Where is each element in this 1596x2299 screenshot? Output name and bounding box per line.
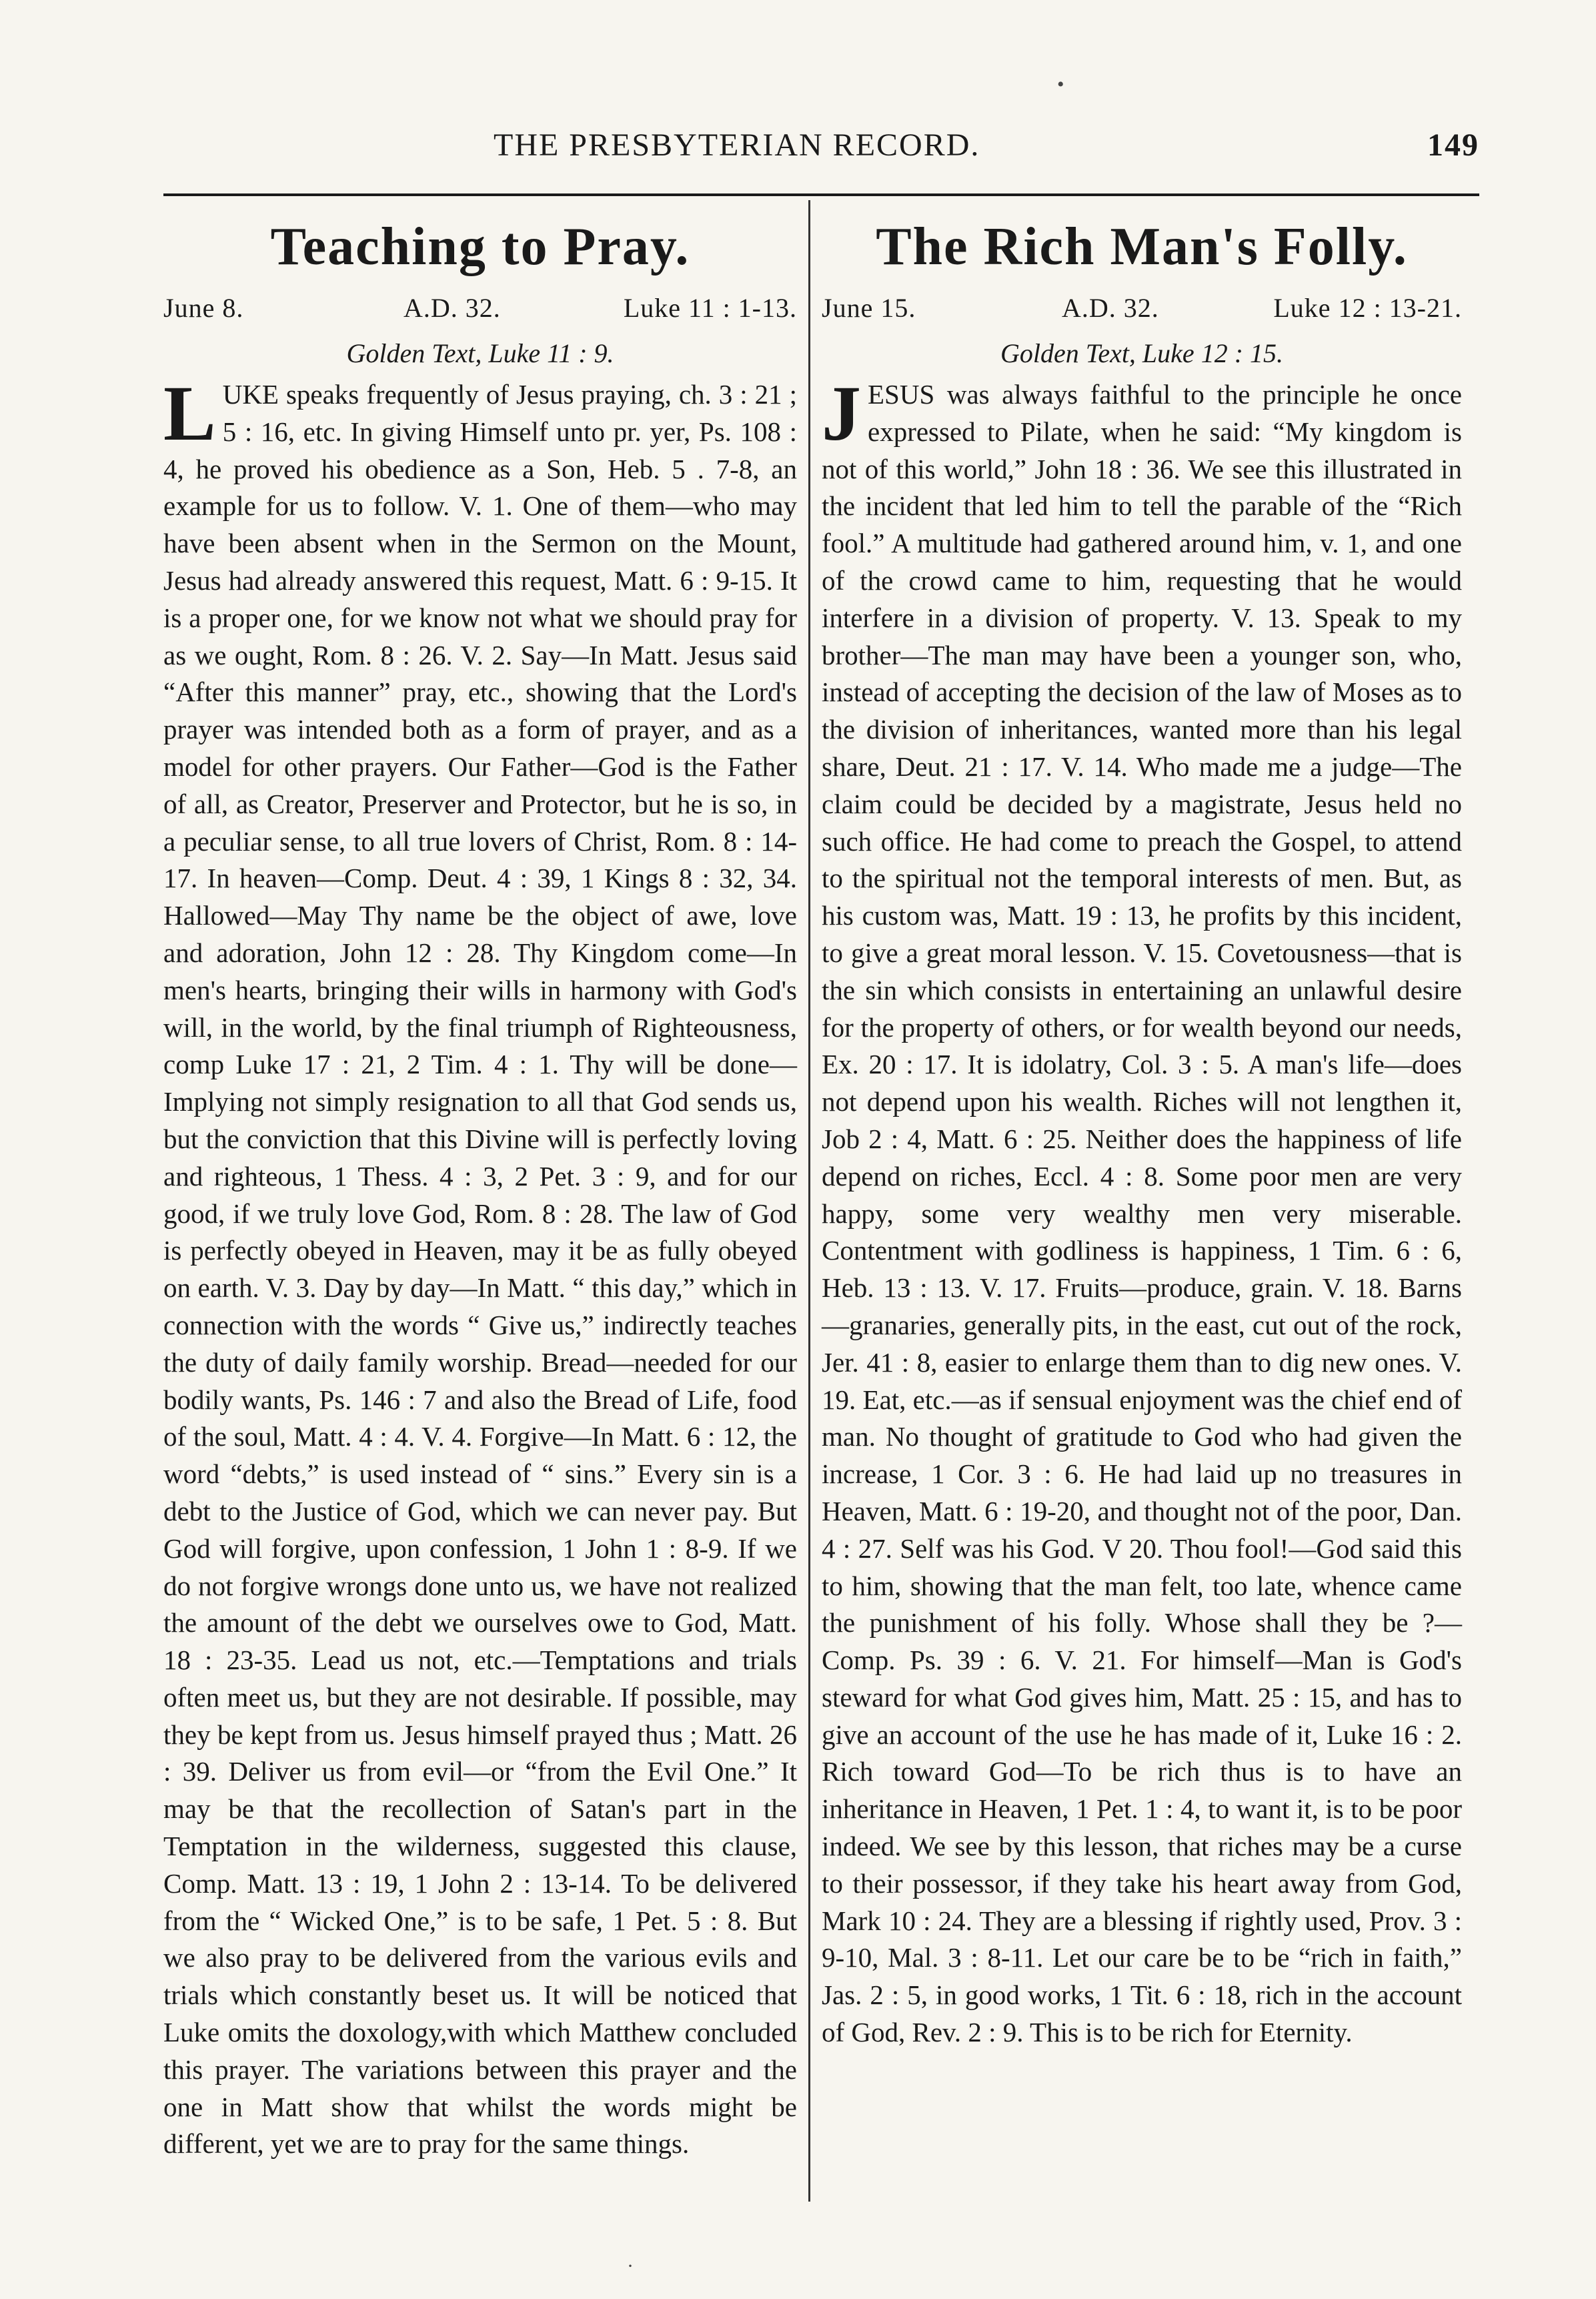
drop-cap: L bbox=[163, 370, 216, 457]
golden-text: Golden Text, Luke 12 : 15. bbox=[1000, 338, 1284, 368]
lesson-date: June 15. bbox=[822, 293, 916, 323]
golden-text: Golden Text, Luke 11 : 9. bbox=[346, 338, 614, 368]
lesson-rich-mans-folly bbox=[822, 207, 1462, 2051]
lesson-teaching-to-pray bbox=[163, 207, 797, 2163]
lesson-body bbox=[163, 370, 797, 2163]
header-rule bbox=[163, 193, 1479, 196]
lesson-passage: Luke 12 : 13-21. bbox=[1273, 293, 1462, 323]
lesson-body-text: UKE speaks frequently of Jesus praying, ch. 3 : 21 ; 5 : 16, etc. In giving Himself unto pr. yer, Ps. 108 : 4, he proved his obedience as a Son, Heb. 5 . 7-8, an example for us to follow. V. 1. One of them—who may have been absent when in the Sermon on the Mount, Jesus had already answered this request, Matt. 6 : 9-15. It is a proper one, for we know not what we should pray for as we ought, Rom. 8 : 26. V. 2. Say—In Matt. Jesus said “After this manner” pray, etc., showing that the Lord's prayer was intended both as a form of prayer, and as a model for other prayers. Our Father—God is the Father of all, as Creator, Preserver and Protector, but he is so, in a peculiar sense, to all true lovers of Christ, Rom. 8 : 14-17. In heaven—Comp. Deut. 4 : 39, 1 Kings 8 : 32, 34. Hallowed—May Thy name be the object of awe, love and adoration, John 12 : 28. Thy Kingdom come—In men's hearts, bringing their wills in harmony with God's will, in the world, by the final triumph of Righteousness, comp Luke 17 : 21, 2 Tim. 4 : 1. Thy will be done—Implying not simply resignation to all that God sends us, but the conviction that this Divine will is perfectly loving and righteous, 1 Thess. 4 : 3, 2 Pet. 3 : 9, and for our good, if we truly love God, Rom. 8 : 28. The law of God is perfectly obeyed in Heaven, may it be as fully obeyed on earth. V. 3. Day by day—In Matt. “ this day,” which in connection with the words “ Give us,” indirectly teaches the duty of daily family worship. Bread—needed for our bodily wants, Ps. 146 : 7 and also the Bread of Life, food of the soul, Matt. 4 : 4. V. 4. Forgive—In Matt. 6 : 12, the word “debts,” is used instead of “ sins.” Every sin is a debt to the Justice of God, which we can never pay. But God will forgive, upon confession, 1 John 1 : 8-9. If we do not forgive wrongs done unto us, we have not realized the amount of the debt we ourselves owe to God, Matt. 18 : 23-35. Lead us not, etc.—Temptations and trials often meet us, but they are not desirable. If possible, may they be kept from us. Jesus himself prayed thus ; Matt. 26 : 39. Deliver us from evil—or “from the Evil One.” It may be that the recollection of Satan's part in the Temptation in the wilderness, suggested this clause, Comp. Matt. 13 : 19, 1 John 2 : 13-14. To be delivered from the “ Wicked One,” is to be safe, 1 Pet. 5 : 8. But we also pray to be delivered from the various evils and trials which constantly beset us. It will be noticed that Luke omits the doxology,with which Matthew concluded this prayer. The variations between this prayer and the one in Matt show that whilst the words might be different, yet we are to pray for the same things. bbox=[163, 379, 797, 2160]
lesson-title: The Rich Man's Folly. bbox=[876, 217, 1408, 276]
drop-cap: J bbox=[822, 370, 861, 457]
lesson-body bbox=[822, 370, 1462, 2051]
page-number: 149 bbox=[1427, 127, 1479, 163]
lesson-year: A.D. 32. bbox=[1062, 293, 1159, 323]
publication-title: THE PRESBYTERIAN RECORD. bbox=[494, 127, 980, 163]
lesson-passage: Luke 11 : 1-13. bbox=[623, 293, 797, 323]
lesson-date: June 8. bbox=[163, 293, 244, 323]
lesson-year: A.D. 32. bbox=[404, 293, 501, 323]
print-speck: • bbox=[1057, 73, 1064, 95]
column-divider bbox=[808, 200, 810, 2202]
print-speck: · bbox=[627, 2255, 634, 2277]
lesson-body-text: ESUS was always faithful to the principle he once expressed to Pilate, when he said: “My kingdom is not of this world,” John 18 : 36. We see this illustrated in the incident that led him to tell the parable of the “Rich fool.” A multitude had gathered around him, v. 1, and one of the crowd came to him, requesting that he would interfere in a division of property. V. 13. Speak to my brother—The man may have been a younger son, who, instead of accepting the decision of the law of Moses as to the division of inheritances, wanted more than his legal share, Deut. 21 : 17. V. 14. Who made me a judge—The claim could be decided by a magistrate, Jesus held no such office. He had come to preach the Gospel, to attend to the spiritual not the temporal interests of men. But, as his custom was, Matt. 19 : 13, he profits by this incident, to give a great moral lesson. V. 15. Covetousness—that is the sin which consists in entertaining an unlawful desire for the property of others, or for wealth beyond our needs, Ex. 20 : 17. It is idolatry, Col. 3 : 5. A man's life—does not depend upon his wealth. Riches will not lengthen it, Job 2 : 4, Matt. 6 : 25. Neither does the happiness of life depend on riches, Eccl. 4 : 8. Some poor men are very happy, some very wealthy men very miserable. Contentment with godliness is happiness, 1 Tim. 6 : 6, Heb. 13 : 13. V. 17. Fruits—produce, grain. V. 18. Barns—granaries, generally pits, in the east, cut out of the rock, Jer. 41 : 8, easier to enlarge them than to dig new ones. V. 19. Eat, etc.—as if sensual enjoyment was the chief end of man. No thought of gratitude to God who had given the increase, 1 Cor. 3 : 6. He had laid up no treasures in Heaven, Matt. 6 : 19-20, and thought not of the poor, Dan. 4 : 27. Self was his God. V 20. Thou fool!—God said this to him, showing that the man felt, too late, whence came the punishment of his folly. Whose shall they be ?—Comp. Ps. 39 : 6. V. 21. For himself—Man is God's steward for what God gives him, Matt. 25 : 15, and has to give an account of the use he has made of it, Luke 16 : 2. Rich toward God—To be rich thus is to have an inheritance in Heaven, 1 Pet. 1 : 4, to want it, is to be poor indeed. We see by this lesson, that riches may be a curse to their possessor, if they take his heart away from God, Mark 10 : 24. They are a blessing if rightly used, Prov. 3 : 9-10, Mal. 3 : 8-11. Let our care be to be “rich in faith,” Jas. 2 : 5, in good works, 1 Tit. 6 : 18, rich in the account of God, Rev. 2 : 9. This is to be rich for Eternity. bbox=[822, 379, 1462, 2048]
lesson-meta bbox=[163, 287, 797, 331]
lesson-meta bbox=[822, 287, 1462, 331]
lesson-title: Teaching to Pray. bbox=[270, 217, 690, 276]
running-head bbox=[160, 127, 1479, 173]
